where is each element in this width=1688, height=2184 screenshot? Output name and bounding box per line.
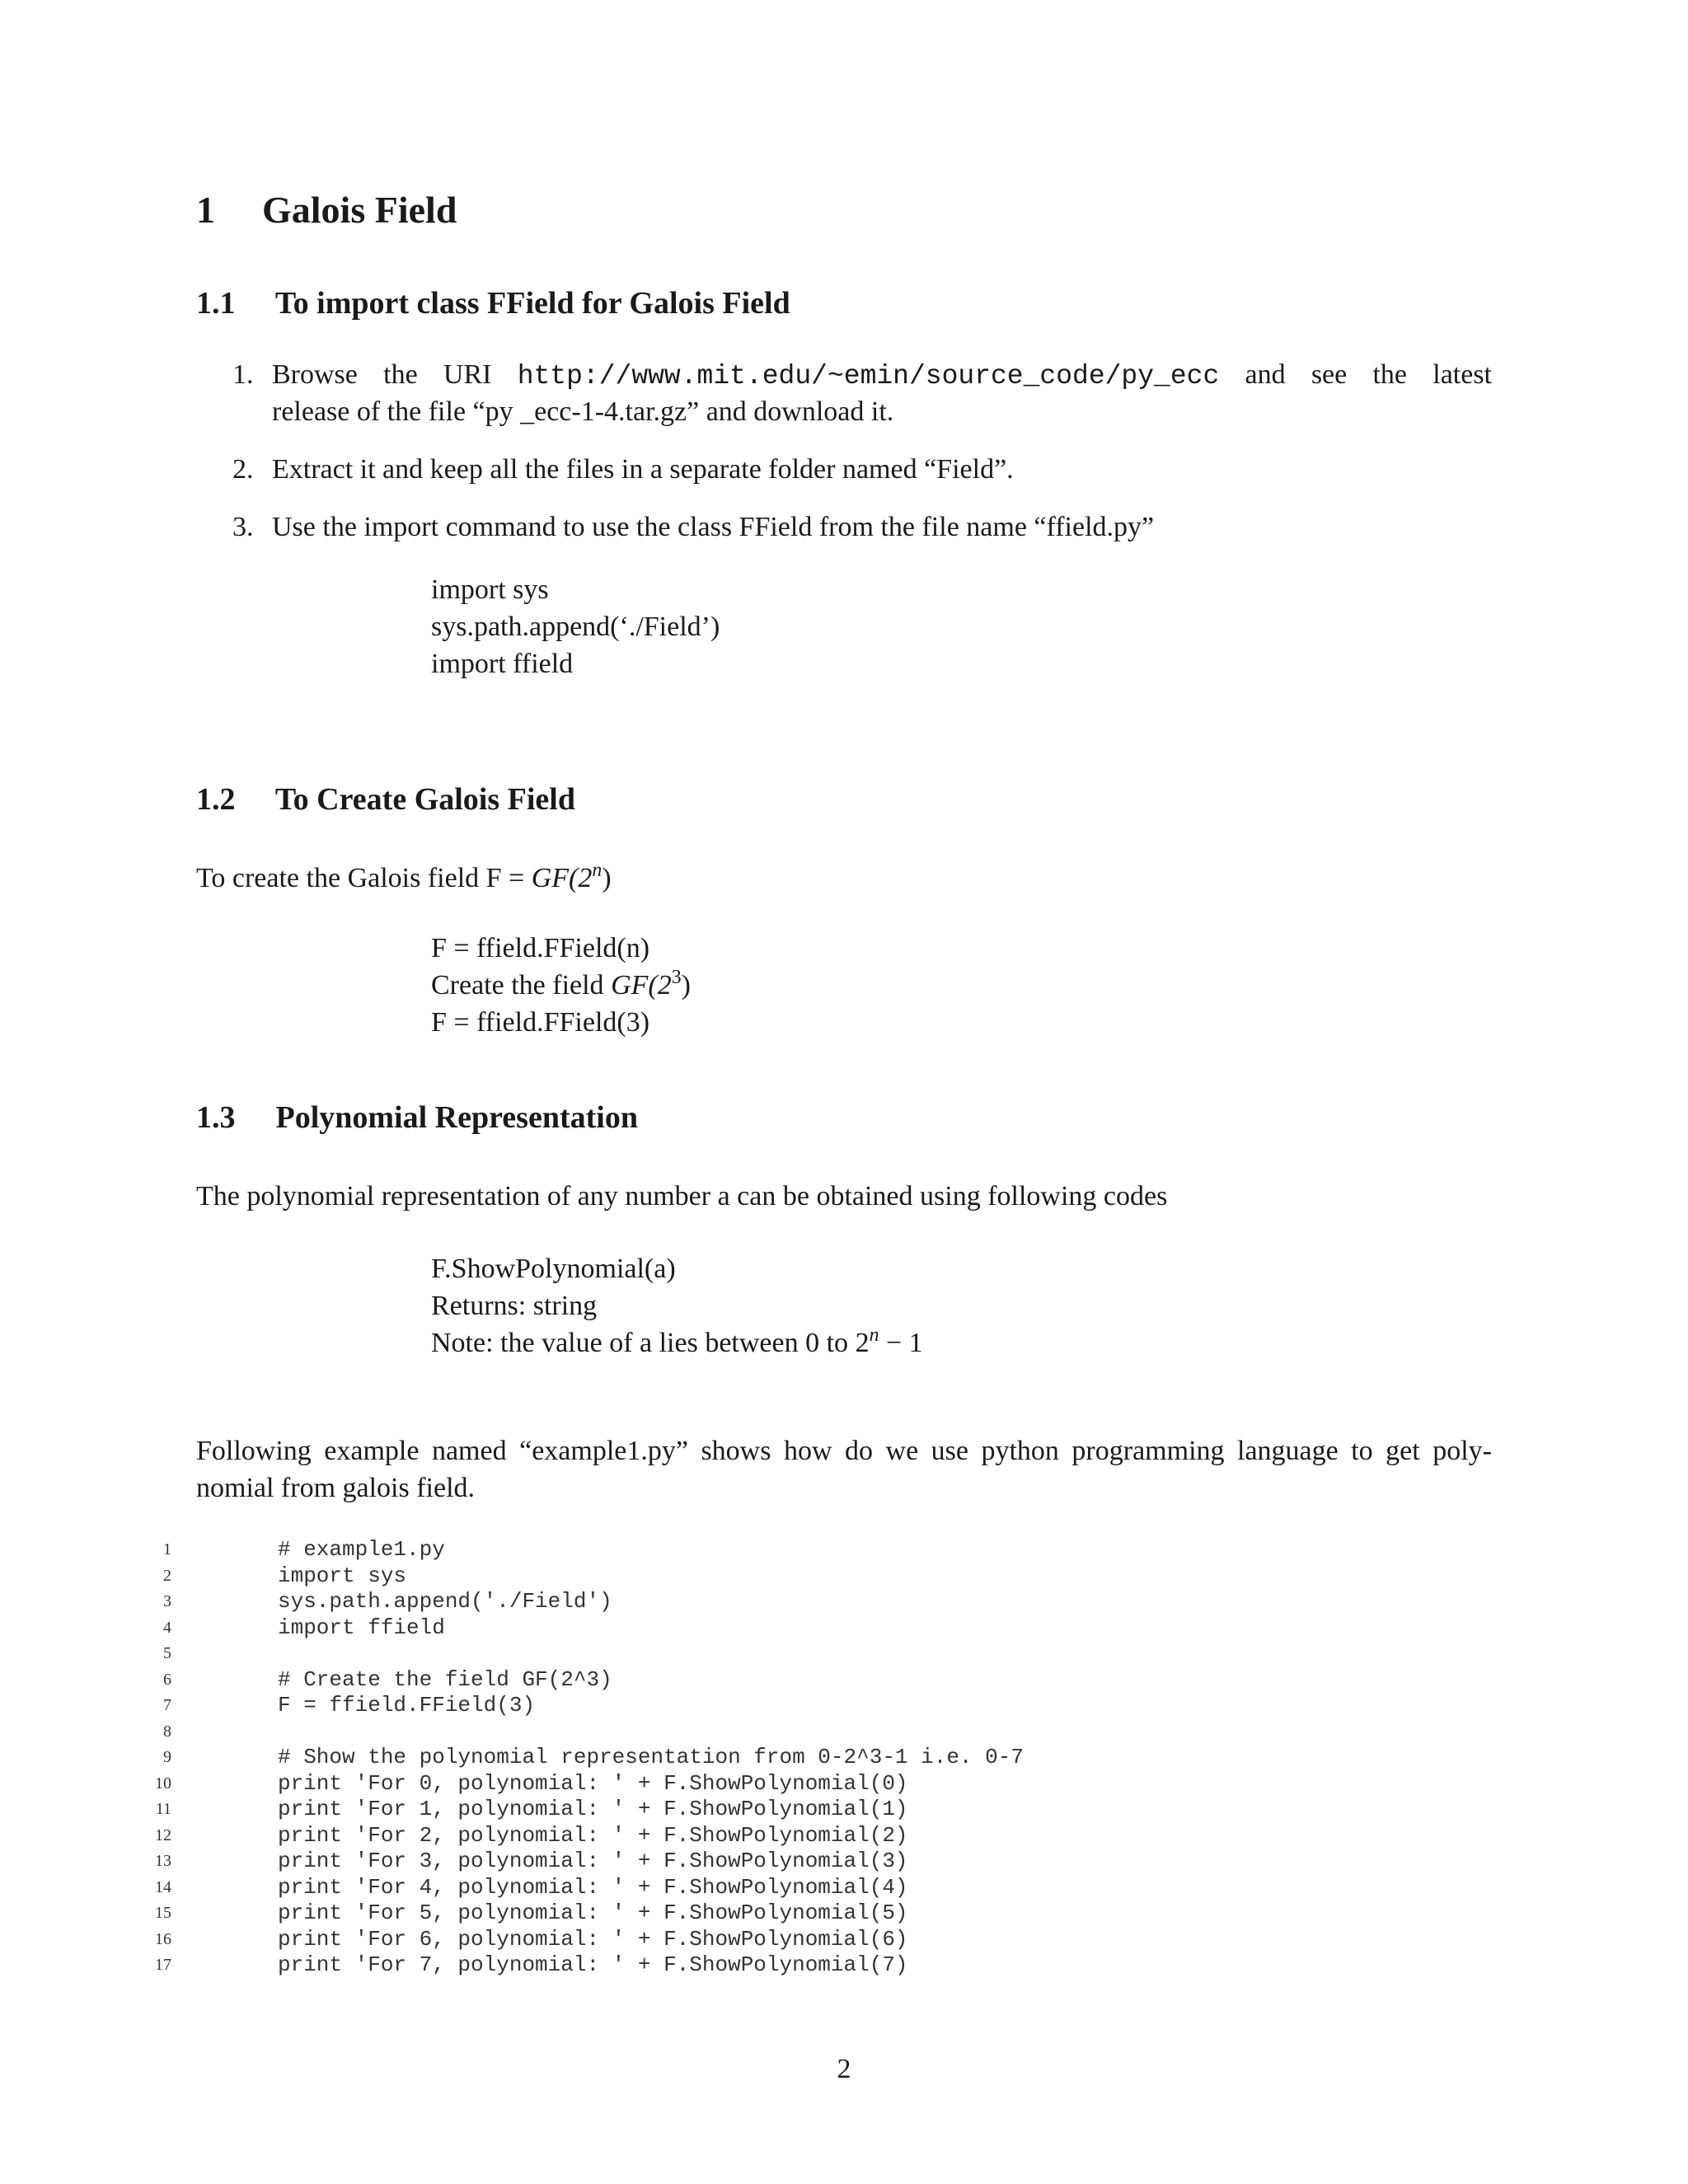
line-number: 10 [155,1774,171,1793]
subsection-title: To Create Galois Field [274,782,575,817]
page-number: 2 [837,2054,851,2084]
example-description-line-2: nomial from galois field. [196,1473,476,1503]
line-number: 3 [163,1592,171,1610]
list-item-number: 1. [232,359,254,390]
line-number: 9 [163,1748,171,1766]
line-number: 6 [163,1670,171,1689]
list-item-number: 2. [232,454,254,485]
line-number: 13 [155,1852,171,1870]
code-line: # Create the field GF(2^3) [278,1666,612,1692]
code-ffield-3: F = ffield.FField(3) [431,1007,650,1038]
code-line: # Show the polynomial representation from 0-2^3-1 i.e. 0-7 [278,1745,1024,1769]
line-number: 5 [163,1644,171,1662]
line-number: 12 [155,1825,171,1844]
line-number: 8 [163,1722,171,1741]
line-number: 7 [163,1696,171,1714]
list-item-number: 3. [232,512,254,542]
code-line: print 'For 7, polynomial: ' + F.ShowPolynomial(7) [278,1952,908,1977]
math-tail: − 1 [879,1328,923,1358]
list-item-1-line-1 [272,356,1492,395]
code-line: F = ffield.FField(3) [278,1693,536,1718]
subsection-title: Polynomial Representation [275,1100,638,1135]
math-gf: GF(2 [611,970,672,1001]
section-heading [196,188,457,232]
subsection-number: 1.3 [196,1100,236,1135]
create-field-example [431,967,691,1007]
note-text: Note: the value of a lies between 0 to [431,1328,856,1358]
returns-string: Returns: string [431,1291,598,1321]
line-number: 2 [163,1566,171,1585]
section-number: 1 [196,189,215,231]
value-range-note [431,1324,923,1365]
code-line: # example1.py [278,1537,445,1562]
line-number: 1 [163,1540,171,1558]
list-item-2-text: Extract it and keep all the files in a separate folder named “Field”. [272,454,1014,485]
list-item-3-text: Use the import command to use the class FField from the file name “ffield.py” [272,512,1155,542]
line-number: 16 [155,1929,171,1948]
subsection-heading-1-2 [196,781,575,818]
intro-text: To create the Galois field F = [196,863,532,893]
code-line: print 'For 1, polynomial: ' + F.ShowPolynomial(1) [278,1797,908,1821]
create-field-intro [196,860,612,900]
code-line: print 'For 5, polynomial: ' + F.ShowPolynomial(5) [278,1900,908,1925]
line-number: 11 [155,1800,171,1818]
code-line: sys.path.append('./Field') [278,1589,612,1614]
subsection-heading-1-3 [196,1099,638,1136]
math-gf: GF(2 [531,863,593,893]
subsection-heading-1-1 [196,285,790,321]
line-number: 15 [155,1904,171,1922]
line-number: 17 [155,1956,171,1974]
line-number: 4 [163,1618,171,1637]
list-item-text: and see the latest [1219,359,1493,390]
uri-link[interactable]: http://www.mit.edu/~emin/source_code/py_ecc [517,361,1220,391]
section-title: Galois Field [262,189,457,231]
math-exponent: n [869,1324,879,1346]
subsection-number: 1.2 [196,782,236,817]
math-close: ) [681,970,691,1001]
code-show-polynomial: F.ShowPolynomial(a) [431,1254,676,1284]
code-line: import ffield [278,1615,445,1640]
math-exponent: n [592,859,603,881]
example-description-line-1: Following example named “example1.py” shows how do we use python programming language to get poly- [196,1436,1492,1466]
subsection-number: 1.1 [196,286,236,321]
list-item-1-line-2: release of the file “py _ecc-1-4.tar.gz” and download it. [272,396,894,427]
code-line: print 'For 3, polynomial: ' + F.ShowPolynomial(3) [278,1849,908,1873]
subsection-title: To import class FField for Galois Field [274,286,790,321]
code-line: print 'For 6, polynomial: ' + F.ShowPolynomial(6) [278,1926,908,1952]
code-import-sys: import sys [431,574,549,605]
list-item-text: Browse the URI [272,359,518,390]
code-line: print 'For 4, polynomial: ' + F.ShowPolynomial(4) [278,1874,908,1900]
line-text: Create the field [431,970,612,1001]
code-sys-path-append: sys.path.append(‘./Field’) [431,612,720,642]
code-import-ffield: import ffield [431,649,574,679]
code-ffield-n: F = ffield.FField(n) [431,933,650,963]
math-exponent: 3 [671,966,682,988]
polynomial-intro: The polynomial representation of any number a can be obtained using following codes [196,1181,1168,1212]
math-base: 2 [855,1328,870,1358]
code-line: print 'For 0, polynomial: ' + F.ShowPolynomial(0) [278,1770,908,1796]
code-line: print 'For 2, polynomial: ' + F.ShowPolynomial(2) [278,1822,908,1848]
line-number: 14 [155,1877,171,1896]
math-close: ) [602,863,612,893]
code-line: import sys [278,1563,407,1588]
